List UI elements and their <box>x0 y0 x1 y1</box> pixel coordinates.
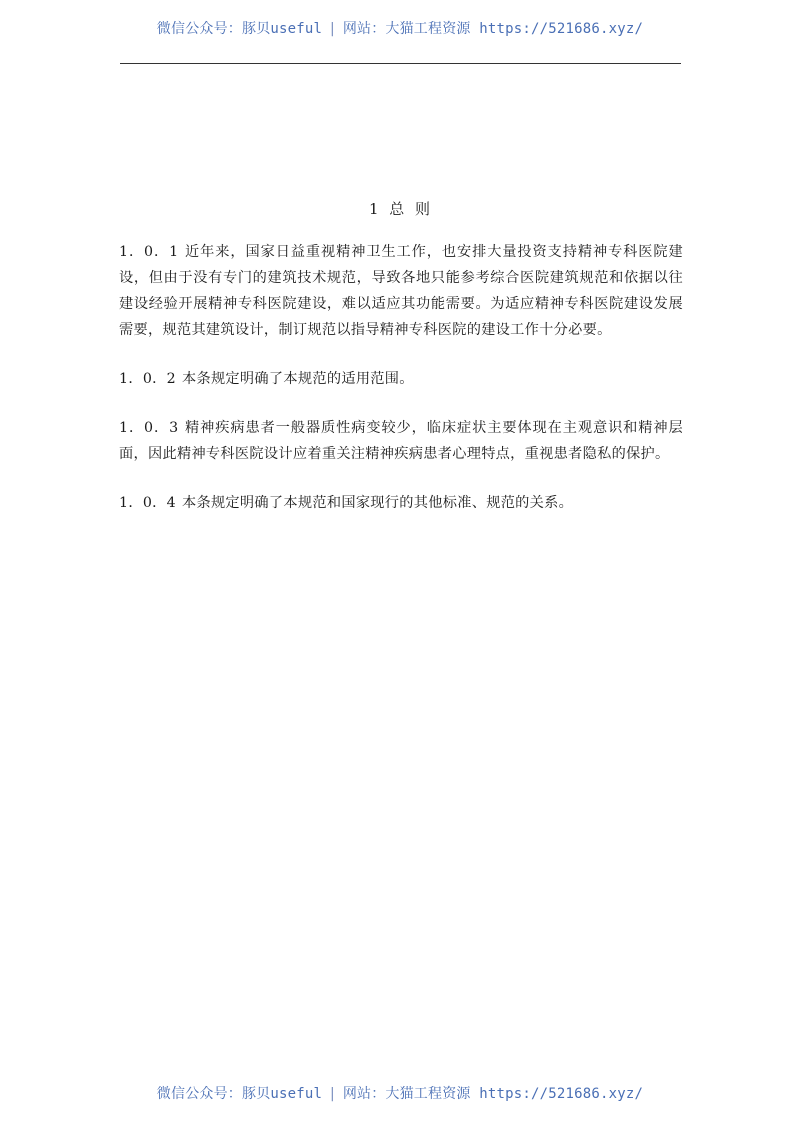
watermark-separator: | <box>328 21 337 37</box>
watermark-website[interactable]: 网站：大猫工程资源 https://521686.xyz/ <box>342 1086 644 1102</box>
clause-text: 精神疾病患者一般器质性病变较少，临床症状主要体现在主观意识和精神层面，因此精神专科医院设计应着重关注精神疾病患者心理特点，重视患者隐私的保护。 <box>119 420 683 462</box>
watermark-website[interactable]: 网站：大猫工程资源 https://521686.xyz/ <box>342 21 644 37</box>
watermark-wechat: 微信公众号：豚贝useful <box>156 1086 323 1102</box>
footer-watermark <box>0 1083 800 1103</box>
clause-number: 1．0．2 <box>119 371 176 387</box>
clause-1-0-4 <box>119 490 683 516</box>
clause-number: 1．0．4 <box>119 495 176 511</box>
clause-text: 本条规定明确了本规范的适用范围。 <box>181 371 414 387</box>
clause-number: 1．0．3 <box>119 420 179 436</box>
document-body <box>119 198 683 539</box>
clause-text: 近年来，国家日益重视精神卫生工作，也安排大量投资支持精神专科医院建设，但由于没有专门的建筑技术规范，导致各地只能参考综合医院建筑规范和依据以往建设经验开展精神专科医院建设，难以适应其功能需要。为适应精神专科医院建设发展需要，规范其建筑设计，制订规范以指导精神专科医院的建设工作十分必要。 <box>119 244 683 338</box>
watermark-separator: | <box>328 1086 337 1102</box>
clause-1-0-2 <box>119 366 683 392</box>
clause-1-0-3 <box>119 415 683 467</box>
header-watermark <box>0 18 800 38</box>
clause-number: 1．0．1 <box>119 244 179 260</box>
chapter-title: 1 总 则 <box>368 200 434 218</box>
clause-text: 本条规定明确了本规范和国家现行的其他标准、规范的关系。 <box>181 495 574 511</box>
clause-1-0-1 <box>119 239 683 343</box>
header-rule <box>120 63 681 64</box>
watermark-wechat: 微信公众号：豚贝useful <box>156 21 323 37</box>
